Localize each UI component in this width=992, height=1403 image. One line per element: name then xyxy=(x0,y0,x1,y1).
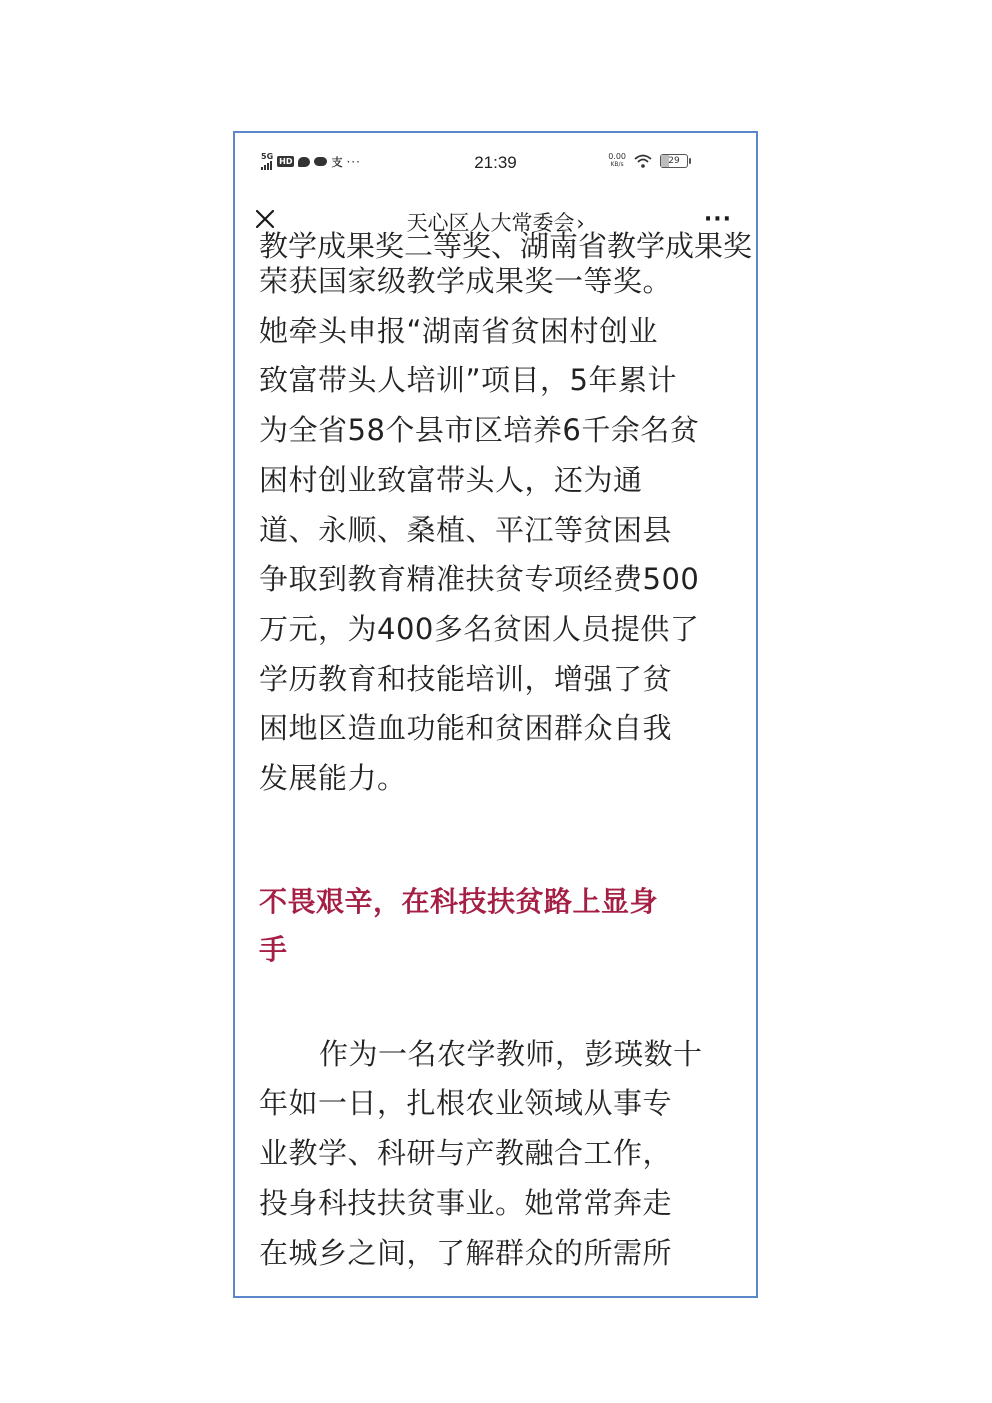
article-paragraph-2 xyxy=(259,1030,737,1279)
phone-screen xyxy=(233,131,758,1298)
paragraph-line: 为全省58个县市区培养6千余名贫 xyxy=(259,413,700,448)
paragraph-line: 荣获国家级教学成果奖一等奖。 xyxy=(259,264,673,298)
paragraph-line: 道、永顺、桑植、平江等贫困县 xyxy=(259,512,673,547)
paragraph-line: 她牵头申报“湖南省贫困村创业 xyxy=(259,313,659,348)
chevron-right-icon: › xyxy=(576,211,585,235)
partial-line-text: 教学成果奖二等奖、湖南省教学成果奖 xyxy=(259,229,753,263)
battery-level: 29 xyxy=(668,156,680,166)
hd-badge: HD xyxy=(279,157,293,166)
status-icons-right xyxy=(608,153,688,169)
paragraph-line: 年如一日，扎根农业领域从事专 xyxy=(259,1086,673,1121)
section-heading-line: 手 xyxy=(259,932,288,966)
paragraph-line: 业教学、科研与产教融合工作， xyxy=(259,1136,673,1171)
more-options-button[interactable]: ··· xyxy=(703,207,732,232)
section-heading xyxy=(259,878,737,974)
more-notifications-icon: ··· xyxy=(346,154,361,169)
paragraph-line: 在城乡之间，了解群众的所需所 xyxy=(259,1235,673,1270)
paragraph-line: 万元，为400多名贫困人员提供了 xyxy=(259,611,700,646)
article-paragraph-1 xyxy=(259,257,737,804)
paragraph-line: 争取到教育精准扶贫专项经费500 xyxy=(259,562,700,597)
wifi-icon xyxy=(634,154,652,168)
article-content xyxy=(259,229,753,1278)
bottom-edge xyxy=(235,1286,756,1296)
paragraph-line: 发展能力。 xyxy=(259,761,407,796)
payment-app-icon: 支 xyxy=(331,155,343,169)
paragraph-line: 困村创业致富带头人，还为通 xyxy=(259,462,643,497)
network-speed-value: 0.00 xyxy=(608,152,626,161)
paragraph-line: 学历教育和技能培训，增强了贫 xyxy=(259,661,673,696)
partial-line xyxy=(259,229,753,263)
status-bar xyxy=(235,133,756,193)
paragraph-line: 致富带头人培训”项目，5年累计 xyxy=(259,363,677,398)
account-title: 天心区人大常委会 xyxy=(406,211,575,235)
paragraph-line: 投身科技扶贫事业。她常常奔走 xyxy=(259,1185,673,1220)
status-time: 21:39 xyxy=(474,153,517,172)
section-heading-line: 不畏艰辛，在科技扶贫路上显身 xyxy=(259,884,659,918)
network-speed xyxy=(608,153,626,169)
network-speed-unit: KB/s xyxy=(610,161,624,168)
paragraph-line: 作为一名农学教师，彭瑛数十 xyxy=(319,1036,703,1071)
battery-icon xyxy=(660,154,688,168)
paragraph-line: 困地区造血功能和贫困群众自我 xyxy=(259,711,673,746)
network-type-label: 5G xyxy=(261,152,274,161)
